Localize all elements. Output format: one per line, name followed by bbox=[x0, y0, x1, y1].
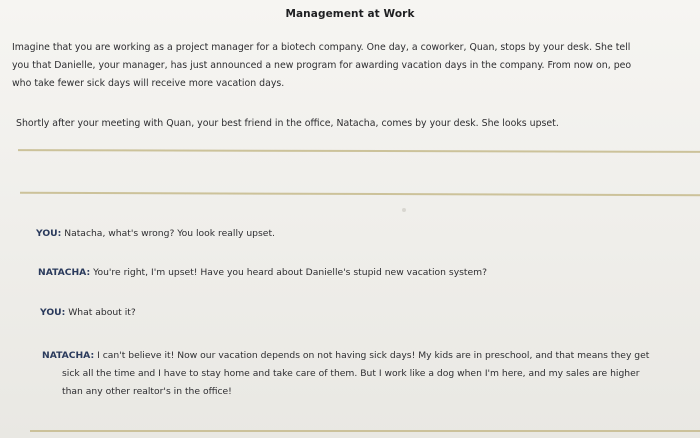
scenario-paragraph: Shortly after your meeting with Quan, your best friend in the office, Natacha, comes by your desk. She looks upset. bbox=[16, 118, 559, 129]
speaker-label: YOU: bbox=[40, 307, 66, 318]
divider-line bbox=[30, 430, 700, 432]
divider-line bbox=[18, 149, 700, 153]
dialogue-text: You're right, I'm upset! Have you heard about Danielle's stupid new vacation system? bbox=[93, 267, 487, 278]
dialogue-text: Natacha, what's wrong? You look really upset. bbox=[64, 228, 275, 239]
intro-line: Imagine that you are working as a project manager for a biotech company. One day, a coworker, Quan, stops by your desk. She tell bbox=[12, 42, 631, 53]
dialogue-you-1 bbox=[36, 225, 275, 243]
intro-paragraph bbox=[12, 39, 631, 93]
page-title: Management at Work bbox=[285, 8, 415, 20]
speaker-label: NATACHA: bbox=[38, 267, 91, 278]
dialogue-natacha-1 bbox=[38, 264, 487, 282]
intro-line: you that Danielle, your manager, has just announced a new program for awarding vacation days in the company. From now on, peo bbox=[12, 60, 632, 71]
speaker-label: NATACHA: bbox=[42, 350, 95, 361]
dialogue-text: sick all the time and I have to stay home and take care of them. But I work like a dog when I'm here, and my sales are higher bbox=[62, 368, 640, 379]
divider-line bbox=[20, 192, 700, 196]
dialogue-text: than any other realtor's in the office! bbox=[62, 386, 232, 397]
dialogue-text: I can't believe it! Now our vacation depends on not having sick days! My kids are in preschool, and that means they get bbox=[97, 350, 650, 361]
paper-speck bbox=[402, 208, 406, 212]
dialogue-you-2 bbox=[40, 304, 136, 322]
intro-line: who take fewer sick days will receive more vacation days. bbox=[12, 78, 285, 89]
speaker-label: YOU: bbox=[36, 228, 62, 239]
dialogue-natacha-2 bbox=[42, 347, 649, 401]
dialogue-text: What about it? bbox=[68, 307, 136, 318]
